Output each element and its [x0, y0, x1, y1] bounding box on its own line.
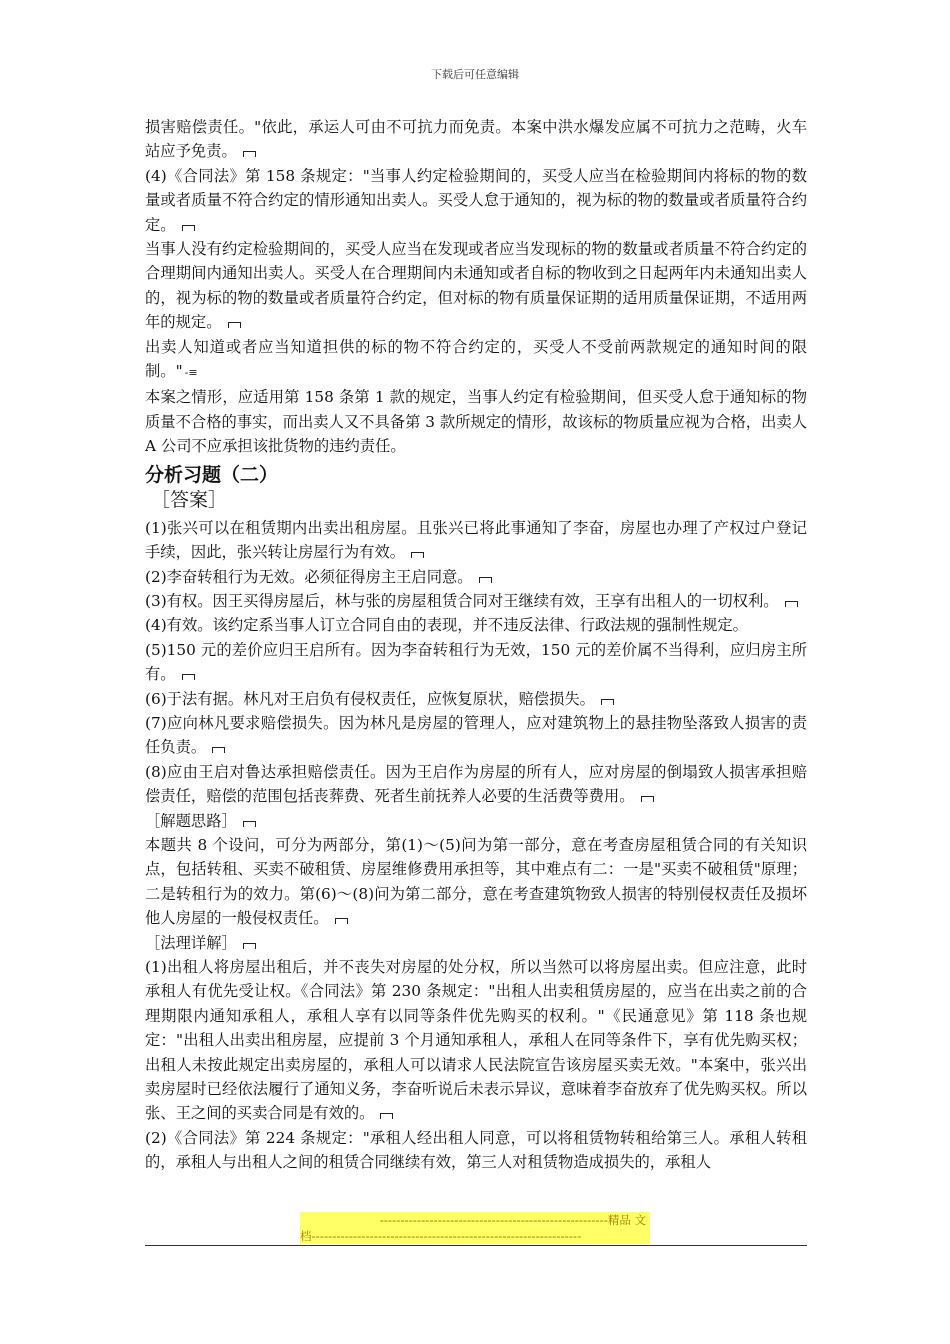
analysis-body: 本题共 8 个设问，可分为两部分，第(1)～(5)问为第一部分，意在考查房屋租赁合同的有关知识点，包括转租、买卖不破租赁、房屋维修费用承担等，其中难点有二：一是"买卖不破租赁"原理；二是转租行为的效力。第(6)～(8)问为第二部分，意在考查建筑物致人损害的特别侵权责任及损坏他人房屋的一般侵权责任。: [145, 835, 807, 928]
document-body: [145, 115, 807, 1175]
analysis-label: [145, 809, 807, 833]
footer-line: 档-----------------------------------------------------------------: [300, 1228, 650, 1244]
law-item: [145, 955, 807, 1126]
answer-item: [145, 516, 807, 565]
section-title: 分析习题（二）: [145, 463, 279, 486]
answer-text: (2)李奋转租行为无效。必须征得房主王启同意。: [145, 567, 473, 586]
answer-item: [145, 565, 807, 589]
paragraph-mark-icon: [479, 577, 492, 583]
paragraph-mark-icon: [182, 674, 195, 680]
paragraph-text: 损害赔偿责任。"依此，承运人可由不可抗力而免责。本案中洪水爆发应属不可抗力之范畴，火车站应予免责。: [145, 118, 807, 161]
law-label: [145, 931, 807, 955]
answer-text: (7)应向林凡要求赔偿损失。因为林凡是房屋的管理人，应对建筑物上的悬挂物坠落致人损害的责任负责。: [145, 713, 807, 757]
answer-item: [145, 760, 807, 809]
paragraph: [145, 164, 807, 237]
paragraph-mark-icon: [228, 322, 241, 328]
paragraph-mark-icon: [243, 821, 256, 827]
law-text: (2)《合同法》第 224 条规定："承租人经出租人同意，可以将租赁物转租给第三人。承租人转租的，承租人与出租人之间的租赁合同继续有效，第三人对租赁物造成损失的，承租人: [145, 1128, 807, 1172]
law-label-text: ［法理详解］: [145, 933, 237, 952]
analysis-label-text: ［解题思路］: [145, 811, 237, 830]
paragraph-mark-icon: [641, 796, 654, 802]
paragraph-mark-icon: [785, 601, 798, 607]
paragraph: [145, 385, 807, 458]
paragraph-end-mark: -≡: [184, 366, 198, 380]
paragraph-text: 出卖人知道或者应当知道担供的标的物不符合约定的，买受人不受前两款规定的通知时间的限制。": [145, 337, 807, 381]
paragraph: [145, 237, 807, 335]
paragraph-text: (4)《合同法》第 158 条规定："当事人约定检验期间的，买受人应当在检验期间内将标的物的数量或者质量不符合约定的情形通知出卖人。买受人怠于通知的，视为标的物的数量或者质量符合约定。: [145, 166, 807, 234]
paragraph-mark-icon: [335, 918, 348, 924]
answer-item: [145, 638, 807, 687]
analysis-text: [145, 833, 807, 931]
paragraph-text: 当事人没有约定检验期间的，买受人应当在发现或者应当发现标的物的数量或者质量不符合约定的合理期间内通知出卖人。买受人在合理期间内未通知或者自标的物收到之日起两年内未通知出卖人的，视为标的物的数量或者质量符合约定，但对标的物有质量保证期的适用质量保证期，不适用两年的规定。: [145, 240, 807, 332]
answer-text: (1)张兴可以在租赁期内出卖出租房屋。且张兴已将此事通知了李奋，房屋也办理了产权过户登记手续，因此，张兴转让房屋行为有效。: [145, 518, 807, 562]
paragraph-mark-icon: [212, 747, 225, 753]
paragraph-mark-icon: [380, 1113, 393, 1119]
paragraph: [145, 115, 807, 164]
paragraph-text: 本案之情形，应适用第 158 条第 1 款的规定，当事人约定有检验期间，但买受人怠于通知标的物质量不合格的事实，而出卖人又不具备第 3 款所规定的情形，故该标的物质量应视为合格，出卖人 A 公司不应承担该批货物的违约责任。: [145, 388, 807, 456]
law-text: (1)出租人将房屋出租后，并不丧失对房屋的处分权，所以当然可以将房屋出卖。但应注意，此时承租人有优先受让权。《合同法》第 230 条规定："出租人出卖租赁房屋的，应当在出卖之前的合理期限内通知承租人，承租人享有以同等条件优先购买的权利。"《民通意见》第 118 条也规定："出租人出卖出租房屋，应提前 3 个月通知承租人，承租人在同等条件下，享有优先购买权；出租人未按此规定出卖房屋的，承租人可以请求人民法院宣告该房屋买卖无效。"本案中，张兴出卖房屋时已经依法履行了通知义务，李奋听说后未表示异议，意味着李奋放弃了优先购买权。所以张、王之间的买卖合同是有效的。: [145, 958, 807, 1123]
paragraph: [145, 335, 807, 386]
paragraph-mark-icon: [411, 552, 424, 558]
paragraph-mark-icon: [182, 225, 195, 231]
answer-text: (6)于法有据。林凡对王启负有侵权责任，应恢复原状，赔偿损失。: [145, 689, 595, 708]
law-item: [145, 1126, 807, 1175]
footer-rule: [145, 1245, 807, 1246]
page-footer: [300, 1212, 650, 1244]
answer-item: [145, 613, 807, 637]
answer-item: [145, 589, 807, 613]
page-header: 下载后可任意编辑: [431, 68, 519, 81]
answer-item: [145, 711, 807, 760]
section-subtitle: ［答案］: [151, 488, 228, 511]
paragraph-mark-icon: [243, 151, 256, 157]
answer-text: (8)应由王启对鲁达承担赔偿责任。因为王启作为房屋的所有人，应对房屋的倒塌致人损害承担赔偿责任，赔偿的范围包括丧葬费、死者生前抚养人必要的生活费等费用。: [145, 762, 807, 806]
answer-text: (3)有权。因王买得房屋后，林与张的房屋租赁合同对王继续有效，王享有出租人的一切权利。: [145, 591, 779, 610]
footer-line: -------------------------------------------------------精品 文: [300, 1212, 650, 1228]
answer-text: (4)有效。该约定系当事人订立合同自由的表现，并不违反法律、行政法规的强制性规定。: [145, 616, 748, 635]
paragraph-mark-icon: [243, 943, 256, 949]
answer-text: (5)150 元的差价应归王启所有。因为李奋转租行为无效，150 元的差价属不当得利，应归房主所有。: [145, 640, 807, 684]
answer-item: [145, 687, 807, 711]
paragraph-mark-icon: [601, 699, 614, 705]
